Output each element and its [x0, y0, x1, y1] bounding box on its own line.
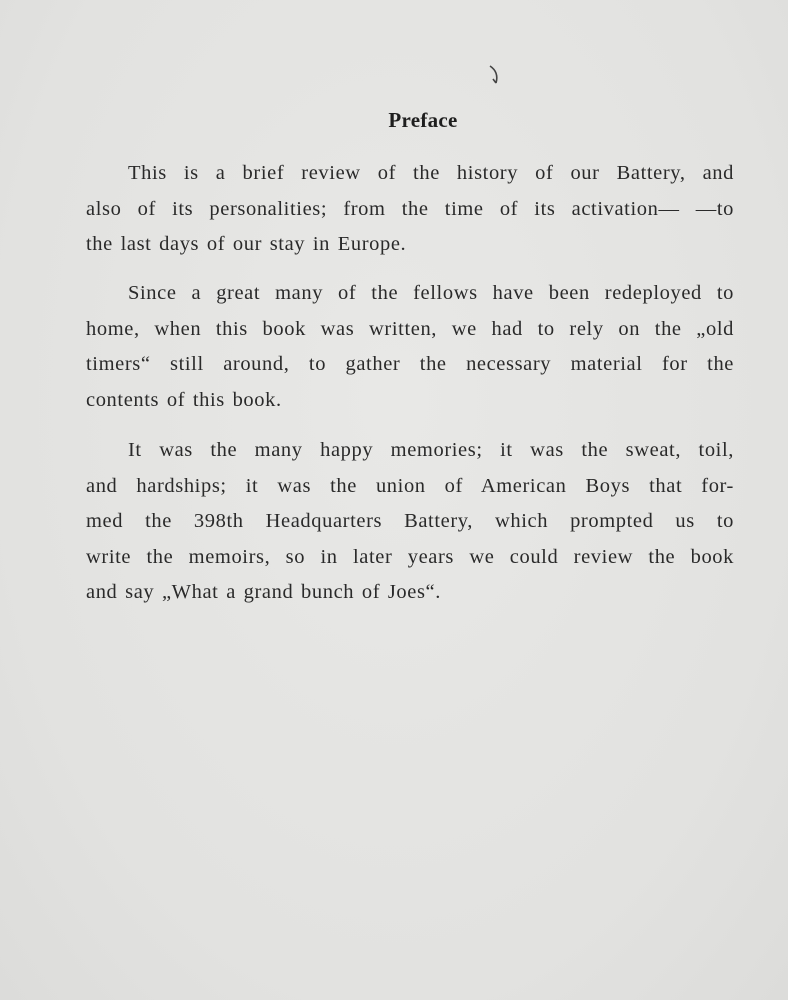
page-title: Preface [388, 108, 458, 132]
text-line: write the memoirs, so in later years we could review the book [86, 545, 734, 568]
paragraph-1 [86, 156, 734, 263]
text-line: and hardships; it was the union of American Boys that for- [86, 474, 734, 497]
text-line: This is a brief review of the history of our Battery, and [128, 162, 734, 184]
pencil-mark-icon [488, 64, 502, 86]
text-line: the last days of our stay in Europe. [86, 233, 407, 255]
text-line: home, when this book was written, we had to rely on the „old [86, 317, 734, 340]
text-line: Since a great many of the fellows have been redeployed to [128, 282, 734, 304]
paragraph-2 [86, 276, 734, 418]
text-line: timers“ still around, to gather the necessary material for the [86, 353, 734, 375]
text-line: also of its personalities; from the time of its activation— —to [86, 197, 734, 220]
text-line: It was the many happy memories; it was the sweat, toil, [128, 439, 734, 461]
paragraph-3 [86, 433, 734, 611]
text-line: and say „What a grand bunch of Joes“. [86, 581, 441, 603]
text-line: med the 398th Headquarters Battery, which prompted us to [86, 510, 734, 532]
text-line: contents of this book. [86, 388, 282, 411]
